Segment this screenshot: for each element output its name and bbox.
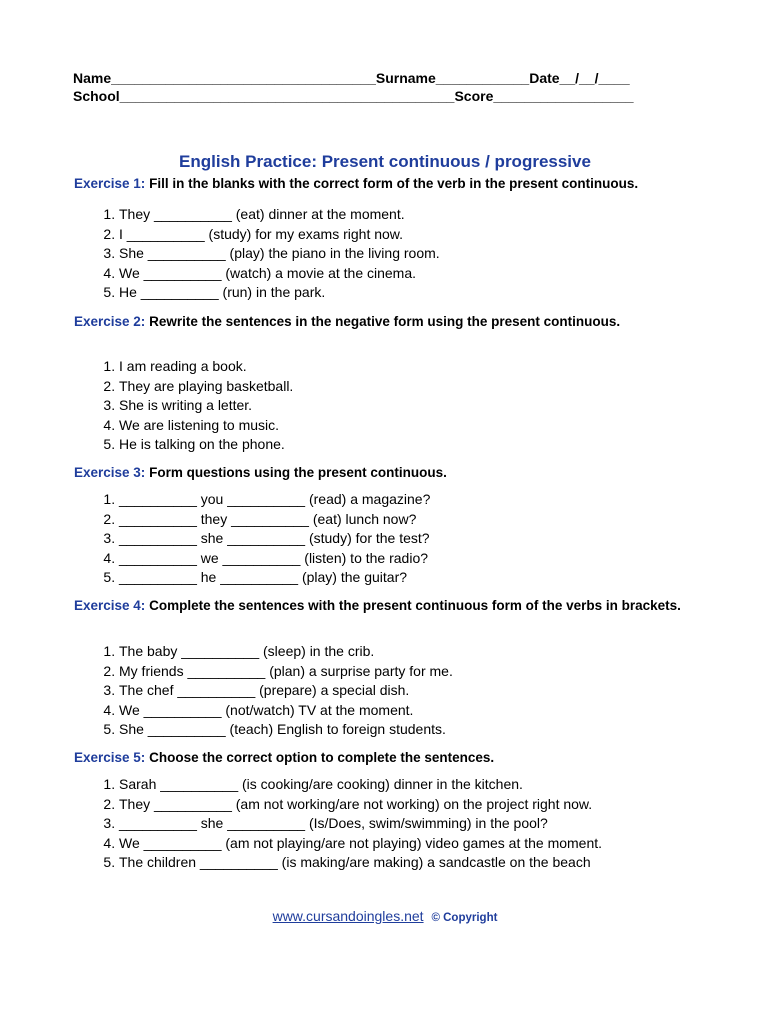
exercise-1-heading [74, 174, 674, 193]
exercise-4-label: Exercise 4: [74, 598, 146, 613]
list-item: 2. They are playing basketball. [119, 377, 293, 397]
exercise-3-instruction: Form questions using the present continuous. [149, 465, 447, 480]
list-item: 1. I am reading a book. [119, 357, 293, 377]
school-score-line: School___________________________________________Score__________________ [73, 88, 634, 104]
list-item: 1. They __________ (eat) dinner at the moment. [119, 205, 440, 225]
list-item: 3. The chef __________ (prepare) a special dish. [119, 681, 453, 701]
exercise-1-list [75, 205, 440, 303]
list-item: 3. __________ she __________ (study) for the test? [119, 529, 430, 549]
exercise-5-label: Exercise 5: [74, 750, 146, 765]
list-item: 4. We __________ (not/watch) TV at the moment. [119, 701, 453, 721]
list-item: 5. __________ he __________ (play) the guitar? [119, 568, 430, 588]
exercise-2-instruction: Rewrite the sentences in the negative form using the present continuous. [149, 314, 621, 329]
exercise-2-label: Exercise 2: [74, 314, 146, 329]
page-title: English Practice: Present continuous / progressive [179, 152, 591, 171]
exercise-5-list [75, 775, 602, 873]
list-item: 1. __________ you __________ (read) a magazine? [119, 490, 430, 510]
exercise-1-label: Exercise 1: [74, 176, 146, 191]
list-item: 5. The children __________ (is making/are making) a sandcastle on the beach [119, 853, 602, 873]
exercise-3-label: Exercise 3: [74, 465, 146, 480]
exercise-4-list [75, 642, 453, 740]
list-item: 2. __________ they __________ (eat) lunch now? [119, 510, 430, 530]
list-item: 4. We are listening to music. [119, 416, 293, 436]
list-item: 5. He __________ (run) in the park. [119, 283, 440, 303]
list-item: 4. __________ we __________ (listen) to the radio? [119, 549, 430, 569]
list-item: 2. My friends __________ (plan) a surprise party for me. [119, 662, 453, 682]
list-item: 2. They __________ (am not working/are not working) on the project right now. [119, 795, 602, 815]
list-item: 2. I __________ (study) for my exams right now. [119, 225, 440, 245]
exercise-2-list [75, 357, 293, 455]
list-item: 4. We __________ (watch) a movie at the cinema. [119, 264, 440, 284]
exercise-1-instruction: Fill in the blanks with the correct form of the verb in the present continuous. [149, 176, 639, 191]
exercise-4-instruction: Complete the sentences with the present continuous form of the verbs in brackets. [149, 598, 681, 613]
list-item: 3. She __________ (play) the piano in the living room. [119, 244, 440, 264]
list-item: 5. She __________ (teach) English to foreign students. [119, 720, 453, 740]
exercise-3-list [75, 490, 430, 588]
list-item: 5. He is talking on the phone. [119, 435, 293, 455]
list-item: 3. She is writing a letter. [119, 396, 293, 416]
name-surname-date-line: Name__________________________________Surname____________Date__/__/____ [73, 70, 630, 86]
exercise-4-heading [74, 596, 694, 616]
list-item: 1. The baby __________ (sleep) in the crib. [119, 642, 453, 662]
footer [0, 908, 770, 924]
list-item: 1. Sarah __________ (is cooking/are cooking) dinner in the kitchen. [119, 775, 602, 795]
site-link[interactable]: www.cursandoingles.net [272, 908, 424, 924]
copyright-notice: © Copyright [431, 912, 498, 924]
exercise-5-instruction: Choose the correct option to complete the sentences. [149, 750, 495, 765]
exercise-2-heading [74, 312, 674, 332]
list-item: 4. We __________ (am not playing/are not playing) video games at the moment. [119, 834, 602, 854]
exercise-5-heading [74, 748, 674, 767]
exercise-3-heading [74, 463, 674, 482]
list-item: 3. __________ she __________ (Is/Does, swim/swimming) in the pool? [119, 814, 602, 834]
